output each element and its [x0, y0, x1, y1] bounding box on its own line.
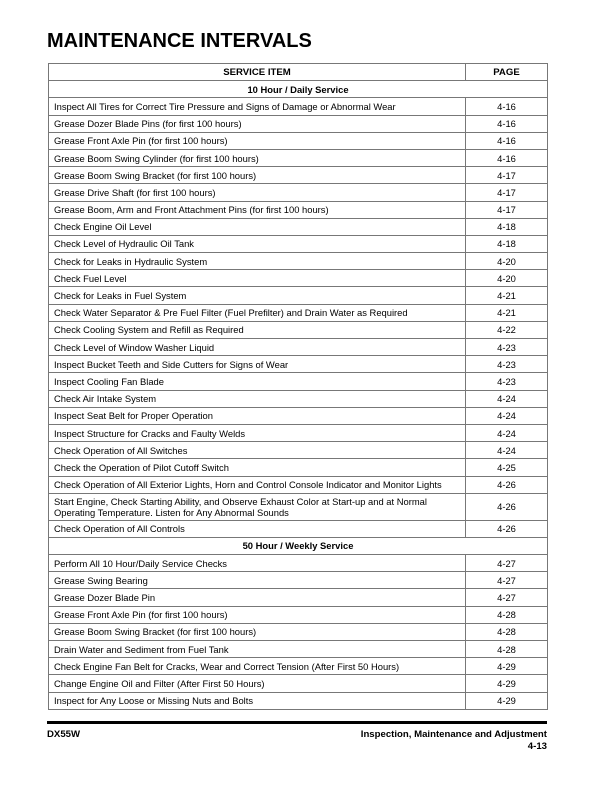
service-item-cell: Check Engine Fan Belt for Cracks, Wear and Correct Tension (After First 50 Hours): [49, 658, 466, 675]
table-row: [49, 201, 548, 218]
service-item-cell: Check for Leaks in Fuel System: [49, 287, 466, 304]
service-item-cell: Grease Front Axle Pin (for first 100 hours): [49, 132, 466, 149]
column-header-page: PAGE: [466, 64, 548, 81]
page-cell: 4-26: [466, 493, 548, 520]
service-item-cell: Check Operation of All Switches: [49, 442, 466, 459]
service-item-cell: Start Engine, Check Starting Ability, and Observe Exhaust Color at Start-up and at Normal Operating Temperature. Listen for Any Abnormal Sounds: [49, 493, 466, 520]
page-cell: 4-29: [466, 692, 548, 709]
service-item-cell: Grease Drive Shaft (for first 100 hours): [49, 184, 466, 201]
footer-right: [361, 729, 547, 753]
section-heading: 50 Hour / Weekly Service: [49, 537, 548, 554]
table-row: [49, 658, 548, 675]
table-row: [49, 606, 548, 623]
page-cell: 4-29: [466, 658, 548, 675]
page-cell: 4-24: [466, 442, 548, 459]
service-item-cell: Check the Operation of Pilot Cutoff Switch: [49, 459, 466, 476]
service-item-cell: Grease Boom Swing Bracket (for first 100 hours): [49, 623, 466, 640]
table-row: [49, 555, 548, 572]
table-row: [49, 184, 548, 201]
footer-model: DX55W: [47, 729, 81, 740]
page-cell: 4-28: [466, 623, 548, 640]
table-row: [49, 167, 548, 184]
table-row: [49, 373, 548, 390]
service-item-cell: Inspect Bucket Teeth and Side Cutters for Signs of Wear: [49, 356, 466, 373]
table-row: [49, 424, 548, 441]
page-cell: 4-24: [466, 390, 548, 407]
table-row: [49, 356, 548, 373]
table-row: [49, 149, 548, 166]
service-item-cell: Grease Swing Bearing: [49, 572, 466, 589]
page-cell: 4-21: [466, 287, 548, 304]
table-row: [49, 132, 548, 149]
page-title: MAINTENANCE INTERVALS: [47, 30, 312, 52]
page-cell: 4-17: [466, 184, 548, 201]
service-item-cell: Check Air Intake System: [49, 390, 466, 407]
page-cell: 4-16: [466, 149, 548, 166]
page-cell: 4-18: [466, 218, 548, 235]
section-heading-row: [49, 537, 548, 554]
column-header-service-item: SERVICE ITEM: [49, 64, 466, 81]
page-cell: 4-20: [466, 270, 548, 287]
table-row: [49, 339, 548, 356]
section-heading: 10 Hour / Daily Service: [49, 81, 548, 98]
service-item-cell: Grease Dozer Blade Pins (for first 100 hours): [49, 115, 466, 132]
table-row: [49, 235, 548, 252]
page-cell: 4-26: [466, 520, 548, 537]
service-item-cell: Inspect for Any Loose or Missing Nuts and Bolts: [49, 692, 466, 709]
service-item-cell: Check Operation of All Exterior Lights, Horn and Control Console Indicator and Monitor Lights: [49, 476, 466, 493]
page-cell: 4-16: [466, 132, 548, 149]
page-cell: 4-23: [466, 373, 548, 390]
page-cell: 4-18: [466, 235, 548, 252]
service-item-cell: Inspect Cooling Fan Blade: [49, 373, 466, 390]
table-row: [49, 287, 548, 304]
service-item-cell: Inspect Structure for Cracks and Faulty Welds: [49, 424, 466, 441]
page-cell: 4-22: [466, 321, 548, 338]
maintenance-intervals-table: [48, 63, 548, 710]
footer-section-title: Inspection, Maintenance and Adjustment: [360, 729, 547, 740]
page-cell: 4-23: [466, 356, 548, 373]
page-cell: 4-24: [466, 424, 548, 441]
page-cell: 4-17: [466, 167, 548, 184]
table-row: [49, 493, 548, 520]
table-row: [49, 589, 548, 606]
table-row: [49, 270, 548, 287]
service-item-cell: Check Operation of All Controls: [49, 520, 466, 537]
service-item-cell: Grease Boom Swing Cylinder (for first 100 hours): [49, 149, 466, 166]
page-cell: 4-16: [466, 98, 548, 115]
page-cell: 4-25: [466, 459, 548, 476]
page-cell: 4-27: [466, 555, 548, 572]
page-cell: 4-17: [466, 201, 548, 218]
page-cell: 4-24: [466, 407, 548, 424]
service-item-cell: Check Level of Window Washer Liquid: [49, 339, 466, 356]
page-cell: 4-29: [466, 675, 548, 692]
service-item-cell: Grease Boom, Arm and Front Attachment Pins (for first 100 hours): [49, 201, 466, 218]
table-row: [49, 459, 548, 476]
page-cell: 4-27: [466, 572, 548, 589]
table-row: [49, 442, 548, 459]
service-item-cell: Inspect Seat Belt for Proper Operation: [49, 407, 466, 424]
table-row: [49, 253, 548, 270]
section-heading-row: [49, 81, 548, 98]
table-row: [49, 692, 548, 709]
service-item-cell: Grease Front Axle Pin (for first 100 hours): [49, 606, 466, 623]
service-item-cell: Change Engine Oil and Filter (After First 50 Hours): [49, 675, 466, 692]
table-row: [49, 390, 548, 407]
table-row: [49, 641, 548, 658]
table-row: [49, 115, 548, 132]
footer-rule: [47, 721, 547, 724]
service-item-cell: Check Engine Oil Level: [49, 218, 466, 235]
service-item-cell: Check Fuel Level: [49, 270, 466, 287]
table-row: [49, 218, 548, 235]
footer-page-number: 4-13: [527, 741, 547, 752]
table-row: [49, 572, 548, 589]
page-cell: 4-16: [466, 115, 548, 132]
table-row: [49, 304, 548, 321]
service-item-cell: Check Level of Hydraulic Oil Tank: [49, 235, 466, 252]
table-row: [49, 623, 548, 640]
service-item-cell: Check Water Separator & Pre Fuel Filter (Fuel Prefilter) and Drain Water as Required: [49, 304, 466, 321]
page-cell: 4-20: [466, 253, 548, 270]
table-row: [49, 321, 548, 338]
service-item-cell: Check for Leaks in Hydraulic System: [49, 253, 466, 270]
table-row: [49, 407, 548, 424]
page-cell: 4-28: [466, 641, 548, 658]
service-item-cell: Grease Boom Swing Bracket (for first 100 hours): [49, 167, 466, 184]
table-body: [49, 81, 548, 710]
table-row: [49, 520, 548, 537]
page-cell: 4-26: [466, 476, 548, 493]
table-row: [49, 675, 548, 692]
service-item-cell: Grease Dozer Blade Pin: [49, 589, 466, 606]
page-cell: 4-27: [466, 589, 548, 606]
service-item-cell: Inspect All Tires for Correct Tire Pressure and Signs of Damage or Abnormal Wear: [49, 98, 466, 115]
table-header-row: [49, 64, 548, 81]
service-item-cell: Perform All 10 Hour/Daily Service Checks: [49, 555, 466, 572]
page-cell: 4-21: [466, 304, 548, 321]
service-item-cell: Check Cooling System and Refill as Required: [49, 321, 466, 338]
page-cell: 4-23: [466, 339, 548, 356]
table-row: [49, 476, 548, 493]
page-cell: 4-28: [466, 606, 548, 623]
table-row: [49, 98, 548, 115]
service-item-cell: Drain Water and Sediment from Fuel Tank: [49, 641, 466, 658]
